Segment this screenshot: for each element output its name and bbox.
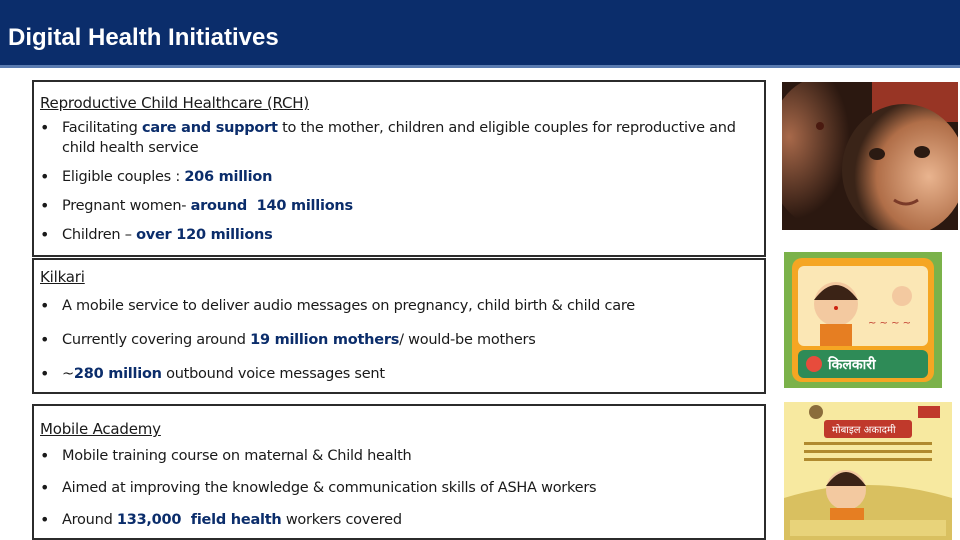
list-item: • ~280 million outbound voice messages sent	[40, 364, 758, 384]
list-item: • Facilitating care and support to the mother, children and eligible couples for reproductive and child health service	[40, 118, 758, 158]
kilkari-poster	[784, 252, 942, 388]
list-item: • Mobile training course on maternal & Child health	[40, 446, 758, 466]
mother-child-photo	[782, 82, 958, 230]
svg-text:~ ~ ~ ~: ~ ~ ~ ~	[868, 318, 912, 329]
list-item: • Eligible couples : 206 million	[40, 167, 758, 187]
list-item: • Children – over 120 millions	[40, 225, 758, 245]
title-bar	[0, 0, 960, 68]
bullet-list	[40, 296, 758, 384]
mobile-academy-poster	[784, 402, 952, 540]
kilkari-section	[32, 258, 766, 394]
bullet-list	[40, 118, 758, 245]
section-heading: Mobile Academy	[40, 420, 161, 438]
list-item: • A mobile service to deliver audio messages on pregnancy, child birth & child care	[40, 296, 758, 316]
section-heading: Reproductive Child Healthcare (RCH)	[40, 94, 309, 112]
rch-section	[32, 80, 766, 257]
bullet-list	[40, 446, 758, 530]
kilkari-poster-title: किलकारी	[828, 357, 876, 373]
section-heading: Kilkari	[40, 268, 85, 286]
page-title: Digital Health Initiatives	[8, 24, 279, 51]
academy-poster-title: मोबाइल अकादमी	[832, 425, 896, 436]
list-item: • Aimed at improving the knowledge & communication skills of ASHA workers	[40, 478, 758, 498]
mobile-academy-section	[32, 404, 766, 540]
list-item: • Around 133,000 field health workers covered	[40, 510, 758, 530]
list-item: • Currently covering around 19 million mothers/ would-be mothers	[40, 330, 758, 350]
list-item: • Pregnant women- around 140 millions	[40, 196, 758, 216]
